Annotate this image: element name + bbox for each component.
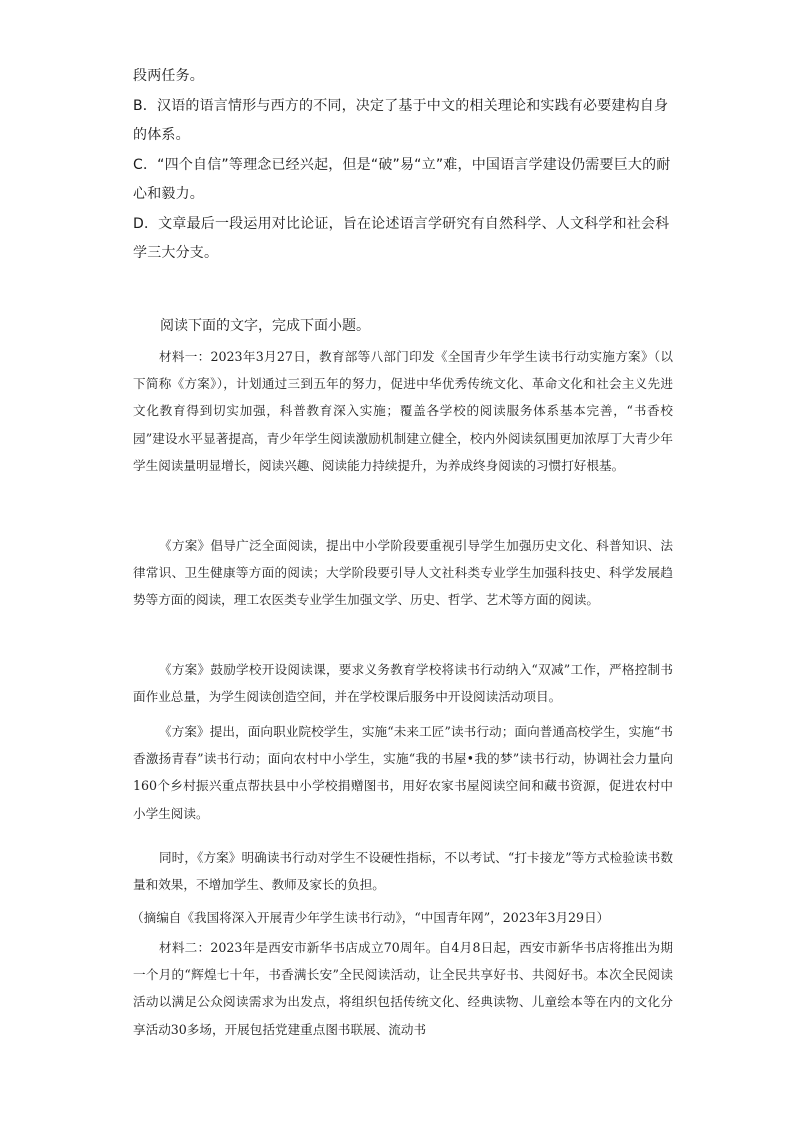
material-one-paragraph-3 [133, 656, 673, 710]
material-one-source: （摘编自《我国将深入开展青少年学生读书行动》，“中国青年网”，2023年3月29日） [131, 910, 610, 925]
material-two-paragraph-1 [133, 934, 673, 1043]
material-one-paragraph-2 [133, 532, 673, 614]
paragraph-text: 《方案》提出，面向职业院校学生，实施“未来工匠”读书行动；面向普通高校学生，实施“书香激扬青春”读书行动；面向农村中小学生，实施“我的书屋•我的梦”读书行动，协调社会力量向160个乡村振兴重点帮扶县中小学校捐赠图书，用好农家书屋阅读空间和藏书资源，促进农村中小学生阅读。 [133, 724, 673, 821]
paragraph-text: 同时，《方案》明确读书行动对学生不设硬性指标，不以考试、“打卡接龙”等方式检验读书数量和效果，不增加学生、教师及家长的负担。 [133, 850, 673, 893]
answer-options [133, 62, 673, 269]
option-b: B．汉语的语言情形与西方的不同，决定了基于中文的相关理论和实践有必要建构自身的体系。 [133, 97, 669, 143]
option-c: C．“四个自信”等理念已经兴起，但是“破”易“立”难，中国语言学建设仍需要巨大的耐心和毅力。 [133, 156, 671, 202]
material-one-paragraph-4 [133, 718, 673, 827]
material-two-text: 材料二：2023年是西安市新华书店成立70周年。自4月8日起，西安市新华书店将推出为期一个月的“辉煌七十年，书香满长安”全民阅读活动，让全民共享好书、共阅好书。本次全民阅读活动以满足公众阅读需求为出发点，将组织包括传统文化、经典读物、儿童绘本等在内的文化分享活动30多场，开展包括党建重点图书联展、流动书 [133, 940, 673, 1037]
paragraph-text: 《方案》倡导广泛全面阅读，提出中小学阶段要重视引导学生加强历史文化、科普知识、法律常识、卫生健康等方面的阅读；大学阶段要引导人文社科类专业学生加强科技史、科学发展趋势等方面的阅读，理工农医类专业学生加强文学、历史、哲学、艺术等方面的阅读。 [133, 538, 673, 608]
material-one-paragraph-1 [133, 343, 673, 479]
option-d: D．文章最后一段运用对比论证，旨在论述语言学研究有自然科学、人文科学和社会科学三大分支。 [133, 215, 670, 261]
reading-instruction: 阅读下面的文字，完成下面小题。 [160, 318, 370, 334]
paragraph-text: 《方案》鼓励学校开设阅读课，要求义务教育学校将读书行动纳入“双减”工作，严格控制书面作业总量，为学生阅读创造空间，并在学校课后服务中开设阅读活动项目。 [133, 662, 673, 705]
material-one-text: 材料一：2023年3月27日，教育部等八部门印发《全国青少年学生读书行动实施方案》（以下简称《方案》），计划通过三到五年的努力，促进中华优秀传统文化、革命文化和社会主义先进文化教育得到切实加强，科普教育深入实施；覆盖各学校的阅读服务体系基本完善，“书香校园”建设水平显著提高，青少年学生阅读激励机制建立健全，校内外阅读氛围更加浓厚丁大青少年学生阅读量明显增长，阅读兴趣、阅读能力持续提升，为养成终身阅读的习惯打好根基。 [133, 349, 673, 473]
material-one-paragraph-5 [133, 844, 673, 898]
option-a-tail: 段两任务。 [133, 68, 204, 84]
